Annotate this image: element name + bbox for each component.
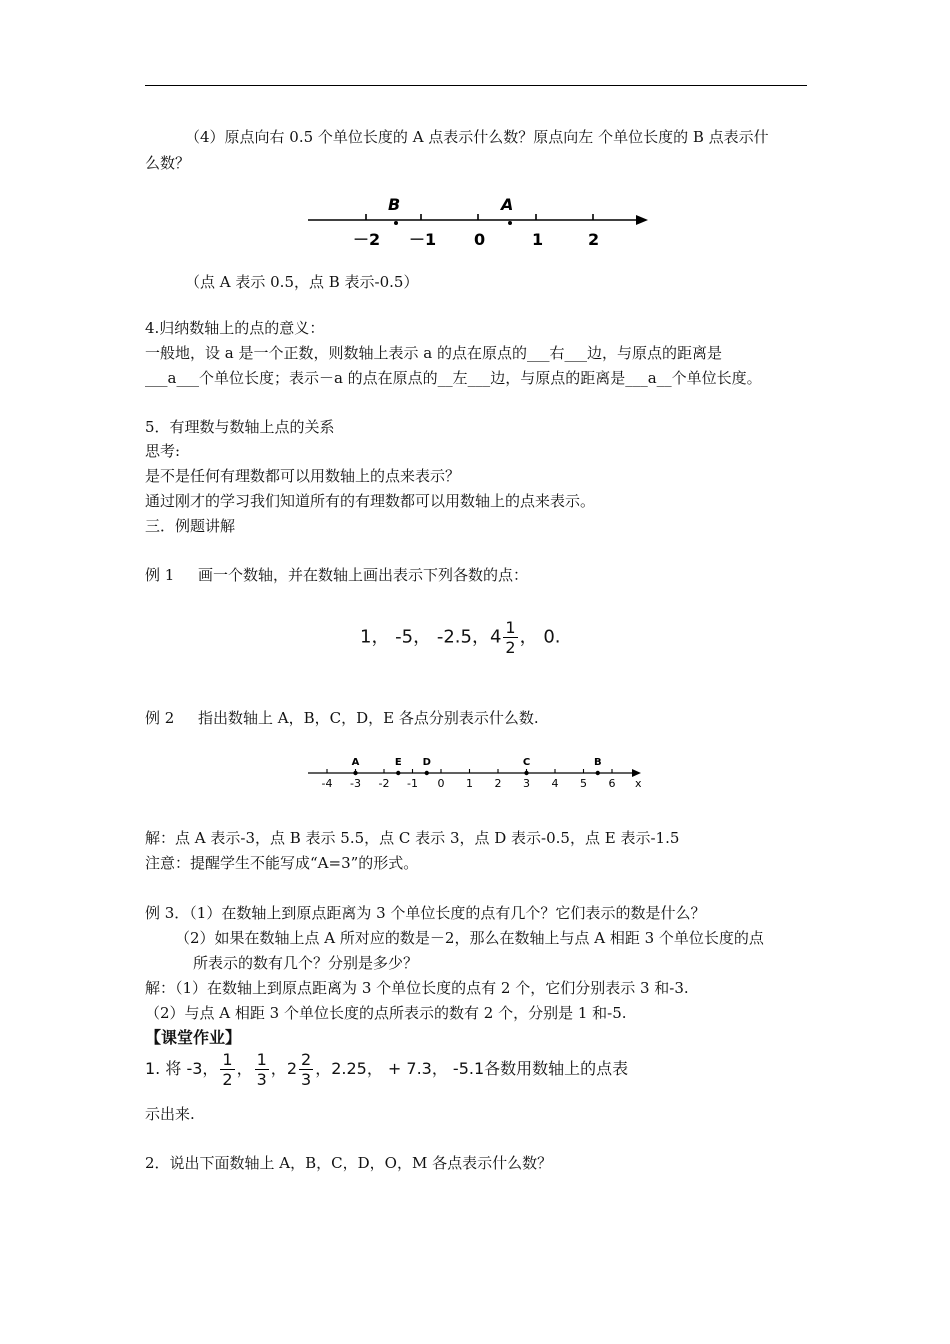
point-e-dot bbox=[396, 771, 400, 775]
ex3-q1: 例 3．（1）在数轴上到原点距离为 3 个单位长度的点有几个？它们表示的数是什么？ bbox=[145, 904, 706, 922]
q4-line1: （4）原点向右 0.5 个单位长度的 A 点表示什么数？原点向左 个单位长度的 B 点表示什 bbox=[185, 128, 769, 146]
tick-label: －2 bbox=[353, 230, 381, 249]
blank-left: __左___ bbox=[437, 369, 491, 387]
tick-label: 1 bbox=[532, 230, 544, 249]
ex3-a2: （2）与点 A 相距 3 个单位长度的点所表示的数有 2 个，分别是 1 和-5. bbox=[145, 1004, 627, 1022]
fraction-2-3: $\frac{2}{3}$ bbox=[301, 1050, 312, 1089]
axis-tick-label: 3 bbox=[523, 777, 530, 790]
point-d-label: D bbox=[422, 757, 431, 768]
fraction-1-3: $\frac{1}{3}$ bbox=[256, 1050, 267, 1089]
ex2-text: 指出数轴上 A，B，C，D，E 各点分别表示什么数. bbox=[198, 709, 539, 727]
axis-tick-label: 6 bbox=[608, 777, 616, 790]
axis-tick-label: 1 bbox=[466, 777, 473, 790]
homework-q2: 2．说出下面数轴上 A，B，C，D，O，M 各点表示什么数？ bbox=[145, 1154, 553, 1172]
point-c-label: C bbox=[522, 757, 531, 768]
blank-right: ___右___ bbox=[526, 344, 587, 362]
sec5-answer: 通过刚才的学习我们知道所有的有理数都可以用数轴上的点来表示。 bbox=[145, 492, 596, 510]
point-a-label: A bbox=[501, 195, 514, 214]
sec4-line1: 一般地，设 a 是一个正数，则数轴上表示 a 的点在原点的___右___边，与原点的距离是 bbox=[145, 344, 722, 362]
axis-tick-label: -4 bbox=[321, 777, 333, 790]
ex3-q2-line1: （2）如果在数轴上点 A 所对应的数是－2，那么在数轴上与点 A 相距 3 个单位长度的点 bbox=[175, 929, 764, 947]
axis-tick-label: -3 bbox=[350, 777, 361, 790]
tick-label: －1 bbox=[409, 230, 437, 249]
number-line-1 bbox=[300, 190, 660, 250]
fraction-half: $\frac{1}{2}$ bbox=[505, 618, 516, 657]
ex3-q2-line2: 所表示的数有几个？分别是多少？ bbox=[193, 954, 419, 972]
point-b-label: B bbox=[593, 757, 602, 768]
point-b-dot bbox=[596, 771, 600, 775]
sec4-line2: ___a___个单位长度；表示－a 的点在原点的__左___边，与原点的距离是___a__个单位长度。 bbox=[145, 369, 762, 387]
x-axis-label: x bbox=[635, 777, 642, 790]
axis-tick-label: 4 bbox=[551, 777, 559, 790]
point-b-label: B bbox=[388, 195, 401, 214]
q4-line2: 么数？ bbox=[145, 154, 191, 172]
fraction-1-2: $\frac{1}{2}$ bbox=[222, 1050, 233, 1089]
point-d-dot bbox=[425, 771, 429, 775]
point-b-dot bbox=[394, 221, 398, 225]
homework-title: 【课堂作业】 bbox=[145, 1028, 242, 1047]
number-line-2 bbox=[300, 752, 660, 794]
sec4-title: 4.归纳数轴上的点的意义： bbox=[145, 319, 325, 337]
ex2-solution: 解：点 A 表示-3，点 B 表示 5.5，点 C 表示 3，点 D 表示-0.5，点 E 表示-1.5 bbox=[145, 829, 680, 847]
part3-heading: 三．例题讲解 bbox=[145, 517, 236, 535]
homework-q1: 1. 将 -3， $\frac{1}{2}$ ， $\frac{1}{3}$ ，2 $\frac{2}{3}$ ，2.25， + 7.3， -5.1各数用数轴上的点表 bbox=[145, 1050, 629, 1089]
q4-answer: （点 A 表示 0.5，点 B 表示-0.5） bbox=[185, 273, 419, 291]
point-a-dot bbox=[508, 221, 512, 225]
ex3-a1: 解：（1）在数轴上到原点距离为 3 个单位长度的点有 2 个，它们分别表示 3 和-3. bbox=[145, 979, 689, 997]
homework-q1-line2: 示出来. bbox=[145, 1105, 195, 1123]
axis-tick-label: 2 bbox=[494, 777, 502, 790]
axis-tick-label: 5 bbox=[580, 777, 587, 790]
blank-a: ___a___ bbox=[145, 369, 199, 387]
ex2-note: 注意：提醒学生不能写成“A=3”的形式。 bbox=[145, 854, 419, 872]
ex1-text: 画一个数轴，并在数轴上画出表示下列各数的点： bbox=[198, 566, 529, 584]
ex2-label: 例 2 bbox=[145, 709, 175, 727]
axis-tick-label: 0 bbox=[437, 777, 445, 790]
ex1-numbers: 1， -5， -2.5，4 $\frac{1}{2}$ ， 0. bbox=[360, 618, 561, 657]
ex1-label: 例 1 bbox=[145, 566, 175, 584]
axis-tick-label: -1 bbox=[407, 777, 418, 790]
point-c-dot bbox=[524, 771, 528, 775]
sec5-question: 是不是任何有理数都可以用数轴上的点来表示？ bbox=[145, 467, 461, 485]
blank-a2: ___a__ bbox=[625, 369, 672, 387]
point-a-dot bbox=[353, 771, 357, 775]
header-rule bbox=[145, 85, 807, 86]
point-e-label: E bbox=[394, 757, 402, 768]
sec5-think: 思考: bbox=[145, 442, 181, 460]
tick-label: 0 bbox=[474, 230, 486, 249]
sec5-title: 5．有理数与数轴上点的关系 bbox=[145, 418, 335, 436]
point-a-label: A bbox=[351, 757, 360, 768]
tick-label: 2 bbox=[588, 230, 600, 249]
axis-tick-label: -2 bbox=[378, 777, 390, 790]
